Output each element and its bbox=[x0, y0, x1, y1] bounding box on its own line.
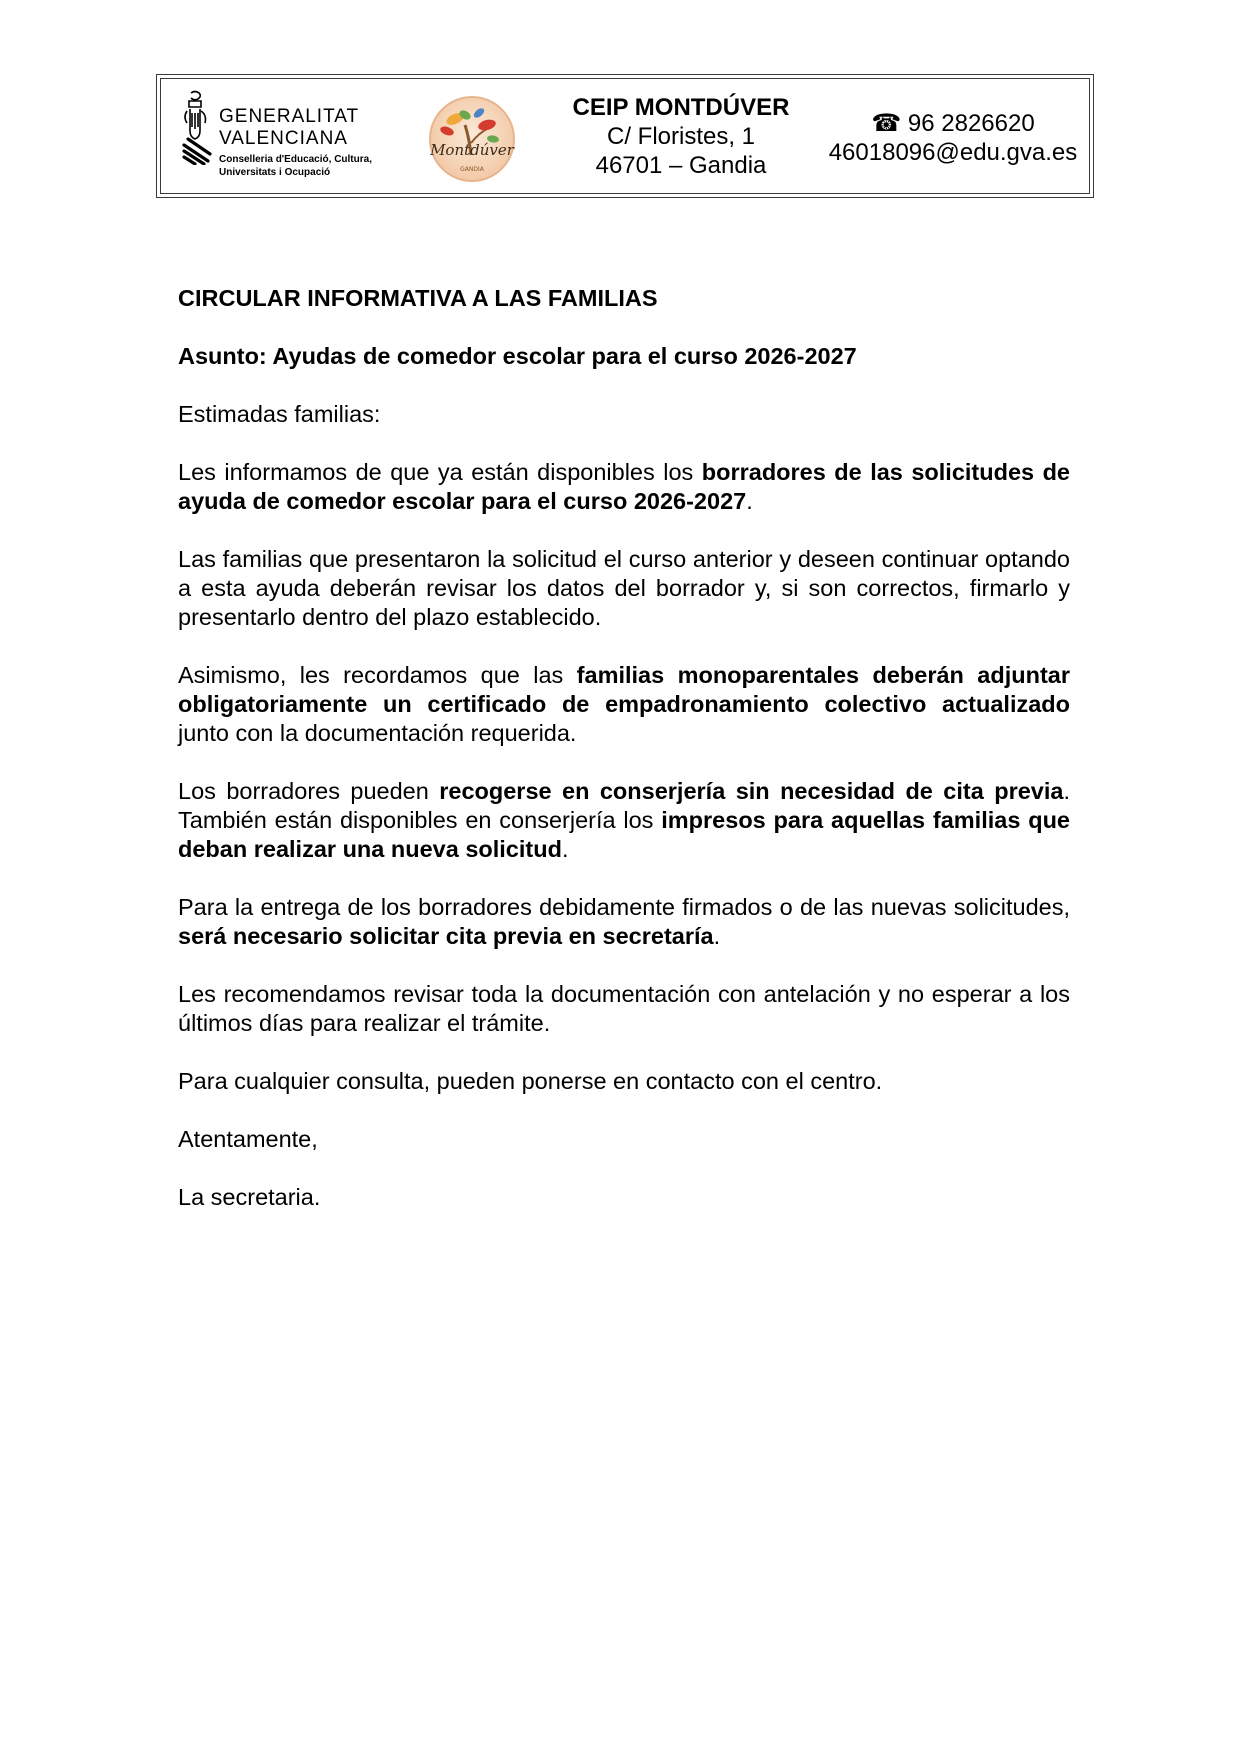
paragraph-previous-applicants: Las familias que presentaron la solicitud el curso anterior y deseen continuar optando a esta ayuda deberán revisar los datos del borrador y, si son correctos, firmarlo y presentarlo dentro del plazo establecido. bbox=[178, 546, 1070, 630]
letterhead bbox=[156, 74, 1094, 198]
address-street: C/ Floristes, 1 bbox=[606, 123, 756, 150]
school-logo-text: Montdúver bbox=[430, 141, 514, 159]
school-info bbox=[551, 93, 811, 180]
paragraph-recommendation: Les recomendamos revisar toda la documentación con antelación y no esperar a los últimos días para realizar el trámite. bbox=[178, 981, 1070, 1036]
letterhead-inner-border bbox=[160, 78, 1090, 194]
document-title: CIRCULAR INFORMATIVA A LAS FAMILIAS bbox=[178, 285, 658, 311]
phone-number: 96 2826620 bbox=[907, 110, 1035, 137]
paragraph-delivery: Para la entrega de los borradores debidamente firmados o de las nuevas solicitudes, será necesario solicitar cita previa en secretaría. bbox=[178, 894, 1070, 949]
document-subject: Asunto: Ayudas de comedor escolar para el curso 2026-2027 bbox=[178, 343, 857, 369]
phone-line bbox=[819, 109, 1087, 138]
paragraph-drafts-available: Les informamos de que ya están disponibles los borradores de las solicitudes de ayuda de comedor escolar para el curso 2026-2027. bbox=[178, 459, 1070, 514]
generalitat-logo bbox=[182, 89, 382, 179]
generalitat-name-line1: GENERALITAT bbox=[219, 106, 360, 127]
school-logo-subtext: GANDIA bbox=[460, 166, 484, 173]
signature: La secretaria. bbox=[178, 1184, 321, 1210]
greeting: Estimadas familias: bbox=[178, 401, 381, 427]
paragraph-pickup: Los borradores pueden recogerse en conserjería sin necesidad de cita previa. También están disponibles en conserjería los impresos para aquellas familias que deban realizar una nueva solicitud. bbox=[178, 778, 1070, 862]
closing: Atentamente, bbox=[178, 1126, 318, 1152]
conselleria-line1: Conselleria d'Educació, Cultura, bbox=[219, 154, 372, 165]
school-logo bbox=[425, 95, 519, 183]
address-city: 46701 – Gandia bbox=[595, 152, 767, 179]
circular-body bbox=[178, 284, 1070, 1241]
contact-info bbox=[819, 109, 1087, 167]
paragraph-contact: Para cualquier consulta, pueden ponerse en contacto con el centro. bbox=[178, 1068, 883, 1094]
phone-icon: ☎ bbox=[871, 110, 902, 137]
email-address: 46018096@edu.gva.es bbox=[828, 139, 1078, 166]
paragraph-single-parent: Asimismo, les recordamos que las familias monoparentales deberán adjuntar obligatoriamente un certificado de empadronamiento colectivo actualizado junto con la documentación requerida. bbox=[178, 662, 1070, 746]
generalitat-name-line2: VALENCIANA bbox=[219, 128, 348, 149]
school-name: CEIP MONTDÚVER bbox=[572, 94, 790, 121]
generalitat-emblem-icon bbox=[182, 89, 212, 165]
conselleria-line2: Universitats i Ocupació bbox=[219, 167, 331, 178]
